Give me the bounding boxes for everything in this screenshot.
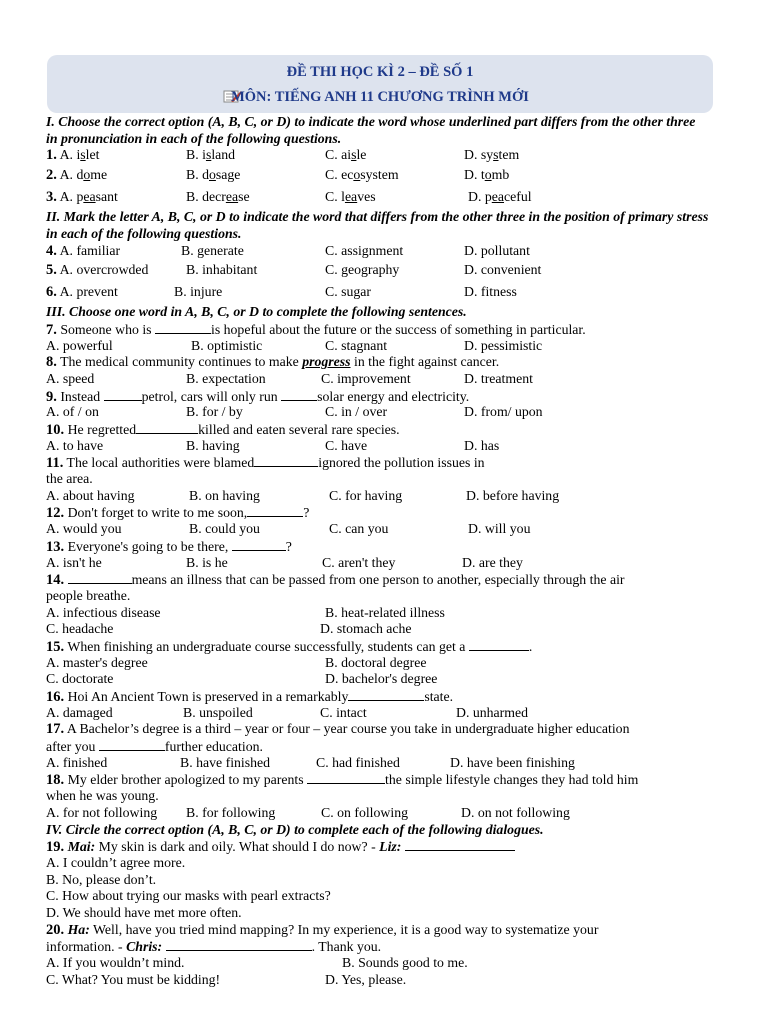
options-15a: A. master's degree B. doctoral degree (46, 654, 427, 670)
exam-header (47, 55, 713, 113)
option-19b: B. No, please don’t. (46, 871, 157, 887)
options-15b: C. doctorate D. bachelor's degree (46, 671, 438, 687)
options-13: A. isn't he B. is he C. aren't they D. are they (46, 554, 523, 570)
question-14: 14. means an illness that can be passed from one person to another, especially through the air (46, 572, 625, 589)
question-2: 2. A. dome B. dosage C. ecosystem D. tomb (46, 164, 710, 185)
answer-blank (247, 504, 303, 517)
option-c: C. ecosystem (325, 167, 399, 183)
options-18: A. for not following B. for following C. on following D. on not following (46, 804, 570, 820)
options-17: A. finished B. have finished C. had finished D. have been finishing (46, 754, 575, 770)
answer-blank (155, 321, 211, 334)
question-9: 9. Instead petrol, cars will only run solar energy and electricity. (46, 388, 470, 405)
question-18: 18. My elder brother apologized to my parents the simple lifestyle changes they had told him (46, 772, 639, 789)
option-c: C. aisle (325, 147, 367, 163)
answer-blank (405, 838, 515, 851)
question-8: 8. The medical community continues to make progress in the fight against cancer. (46, 354, 500, 371)
question-13: 13. Everyone's going to be there, ? (46, 538, 292, 555)
answer-blank (281, 388, 317, 401)
question-5: 5. A. overcrowded B. inhabitant C. geography D. convenient (46, 262, 542, 279)
question-7: 7. Someone who is is hopeful about the future or the success of something in particular. (46, 321, 586, 338)
question-3: 3. A. peasant B. decrease C. leaves D. peaceful (46, 185, 710, 209)
options-9: A. of / on B. for / by C. in / over D. from/ upon (46, 404, 543, 420)
question-12: 12. Don't forget to write to me soon, ? (46, 505, 310, 522)
exam-title: ĐỀ THI HỌC KÌ 2 – ĐỀ SỐ 1 (286, 64, 474, 80)
option-b: B. dosage (186, 167, 241, 183)
question-number: 1. (46, 147, 57, 164)
option-d: D. system (464, 147, 520, 163)
question-15: 15. When finishing an undergraduate course successfully, students can get a . (46, 638, 533, 655)
options-7: A. powerful B. optimistic C. stagnant D. pessimistic (46, 337, 543, 353)
answer-blank (104, 388, 142, 401)
exam-subject: MÔN: TIẾNG ANH 11 CHƯƠNG TRÌNH MỚI (231, 89, 529, 105)
answer-blank (469, 638, 529, 651)
question-19: 19. Mai: My skin is dark and oily. What should I do now? - Liz: (46, 838, 710, 855)
question-18-cont: when he was young. (46, 788, 159, 804)
options-20b: C. What? You must be kidding! D. Yes, please. (46, 971, 407, 987)
answer-blank (68, 571, 132, 584)
options-11: A. about having B. on having C. for having D. before having (46, 487, 560, 503)
answer-blank (136, 421, 198, 434)
key-word: progress (302, 354, 351, 370)
options-12: A. would you B. could you C. can you D. will you (46, 521, 531, 537)
section-4-heading: IV. Circle the correct option (A, B, C, or D) to complete each of the following dialogues. (46, 821, 544, 837)
options-14b: C. headache D. stomach ache (46, 621, 412, 637)
exam-content (46, 114, 710, 988)
option-19a: A. I couldn’t agree more. (46, 854, 186, 870)
options-20a: A. If you wouldn’t mind. B. Sounds good to me. (46, 955, 468, 971)
answer-blank (232, 538, 286, 551)
answer-blank (307, 771, 385, 784)
option-19d: D. We should have met more often. (46, 904, 242, 920)
question-11-cont: the area. (46, 471, 93, 487)
question-6: 6. A. prevent B. injure C. sugar D. fitness (46, 284, 517, 301)
section-3-heading: III. Choose one word in A, B, C, or D to complete the following sentences. (46, 304, 467, 320)
option-d: D. peaceful (468, 189, 532, 205)
speaker-name: Chris: (126, 939, 163, 955)
question-14-cont: people breathe. (46, 587, 131, 603)
question-1: 1. A. islet B. island C. aisle D. system (46, 147, 520, 164)
option-c: C. leaves (325, 189, 376, 205)
question-20-cont: information. - Chris: . Thank you. (46, 939, 382, 955)
speaker-name: Mai: (67, 839, 96, 855)
question-17: 17. A Bachelor’s degree is a third – year or four – year course you take in undergraduate higher education (46, 721, 630, 738)
section-1-heading: I. Choose the correct option (A, B, C, or D) to indicate the word whose underlined part differs from the other three in pronunciation in each of the following questions. (46, 114, 696, 146)
speaker-name: Ha: (67, 921, 90, 937)
options-14a: A. infectious disease B. heat-related illness (46, 604, 445, 620)
question-10: 10. He regretted killed and eaten several rare species. (46, 422, 400, 439)
option-b: B. decrease (186, 189, 250, 205)
speaker-name: Liz: (379, 839, 402, 855)
answer-blank (254, 454, 318, 467)
options-8: A. speed B. expectation C. improvement D. treatment (46, 370, 533, 386)
question-16: 16. Hoi An Ancient Town is preserved in a remarkably state. (46, 689, 454, 706)
answer-blank (166, 938, 312, 951)
section-2-heading: II. Mark the letter A, B, C, or D to indicate the word that differs from the other three in the position of primary stress in each of the following questions. (46, 209, 709, 241)
answer-blank (99, 738, 165, 751)
options-10: A. to have B. having C. have D. has (46, 437, 500, 453)
option-19c: C. How about trying our masks with pearl extracts? (46, 888, 331, 904)
option-d: D. tomb (464, 167, 510, 183)
question-11: 11. The local authorities were blamed ignored the pollution issues in (46, 455, 485, 472)
question-17-cont: after you further education. (46, 739, 263, 755)
options-16: A. damaged B. unspoiled C. intact D. unharmed (46, 704, 529, 720)
question-20: 20. Ha: Well, have you tried mind mapping? In my experience, it is a good way to systematize your (46, 921, 599, 938)
question-4: 4. A. familiar B. generate C. assignment D. pollutant (46, 242, 530, 259)
answer-blank (348, 688, 424, 701)
option-b: B. island (186, 147, 236, 163)
